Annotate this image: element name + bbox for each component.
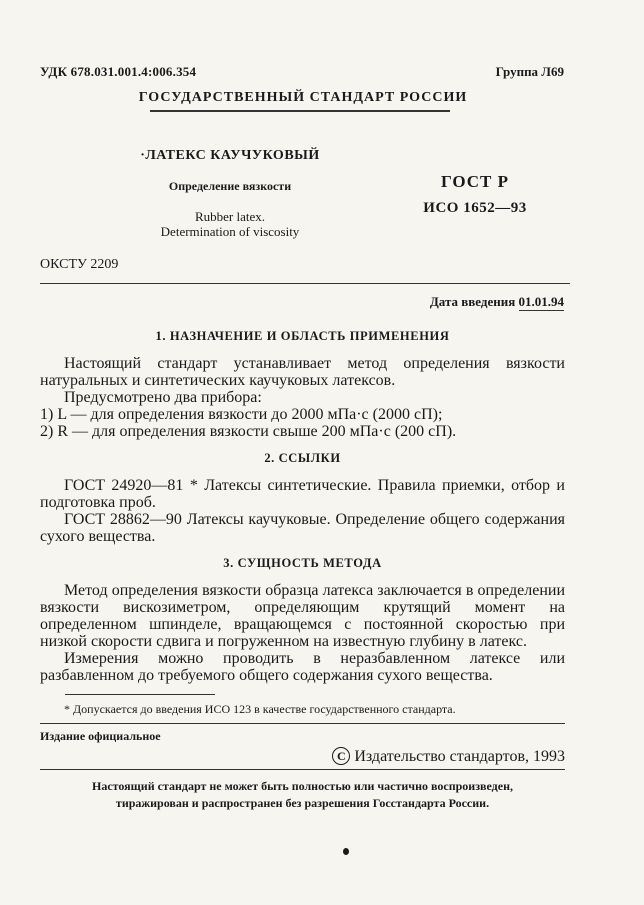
section2-ref2: ГОСТ 28862—90 Латексы каучуковые. Определение общего содержания сухого вещества.: [40, 511, 565, 545]
section3-paragraph2: Измерения можно проводить в неразбавленном латексе или разбавленном до требуемого общего содержания сухого вещества.: [40, 650, 565, 684]
intro-date-value: 01.01.94: [518, 294, 564, 309]
group-code: Группа Л69: [495, 64, 564, 79]
section3-heading: 3. СУЩНОСТЬ МЕТОДА: [223, 556, 382, 570]
copyright-icon: С: [332, 747, 350, 765]
section-rule: [40, 283, 570, 284]
rights-line2: тиражирован и распространен без разрешения Госстандарта России.: [115, 796, 490, 810]
title-ru: ·ЛАТЕКС КАУЧУКОВЫЙ: [140, 148, 320, 163]
intro-date-label: Дата введения: [429, 294, 516, 309]
publisher-text: Издательство стандартов, 1993: [354, 748, 565, 765]
publisher-line: [40, 747, 565, 765]
subtitle-ru: Определение вязкости: [168, 179, 292, 193]
footnote: * Допускается до введения ИСО 123 в качестве государственного стандарта.: [64, 702, 456, 716]
section2-heading: 2. ССЫЛКИ: [264, 451, 341, 465]
section1-item1: 1) L — для определения вязкости до 2000 мПа·с (2000 сП);: [40, 406, 443, 423]
section2-ref1: ГОСТ 24920—81 * Латексы синтетические. Правила приемки, отбор и подготовка проб.: [40, 477, 565, 511]
designation-line2: ИСО 1652—93: [423, 200, 527, 216]
section3-paragraph1: Метод определения вязкости образца латекса заключается в определении вязкости вискозиметром, определяющим крутящий момент на определенном шпинделе, вращающемся с постоянной скоростью при низкой скорости сдвига и погруженном на известную глубину в латекс.: [40, 582, 565, 650]
footnote-rule: [65, 694, 215, 695]
rights-notice: [40, 778, 565, 812]
okstu-code: ОКСТУ 2209: [40, 257, 119, 272]
standard-designation: [400, 172, 550, 217]
state-standard-heading: ГОСУДАРСТВЕННЫЙ СТАНДАРТ РОССИИ: [138, 90, 468, 105]
title-en-line1: Rubber latex.: [194, 209, 266, 224]
title-en: [110, 209, 350, 239]
document-body: [40, 328, 565, 812]
rights-line1: Настоящий стандарт не может быть полностью или частично воспроизведен,: [91, 779, 513, 793]
rights-rule: [40, 769, 565, 770]
ink-dot: [343, 848, 349, 855]
designation-line1: ГОСТ Р: [440, 172, 510, 191]
intro-date: [430, 294, 564, 310]
section1-item2: 2) R — для определения вязкости свыше 200 мПа·с (200 сП).: [40, 423, 457, 440]
section1-paragraph2: Предусмотрено два прибора:: [64, 389, 262, 406]
udk-code: УДК 678.031.001.4:006.354: [40, 64, 197, 79]
title-block: [110, 148, 350, 239]
edition-label: Издание официальное: [40, 729, 161, 743]
section1-heading: 1. НАЗНАЧЕНИЕ И ОБЛАСТЬ ПРИМЕНЕНИЯ: [155, 329, 450, 343]
title-en-line2: Determination of viscosity: [160, 224, 300, 239]
edition-rule: [40, 723, 565, 724]
section1-paragraph1: Настоящий стандарт устанавливает метод определения вязкости натуральных и синтетических каучуковых латексов.: [40, 355, 565, 389]
header-rule: [150, 110, 450, 112]
